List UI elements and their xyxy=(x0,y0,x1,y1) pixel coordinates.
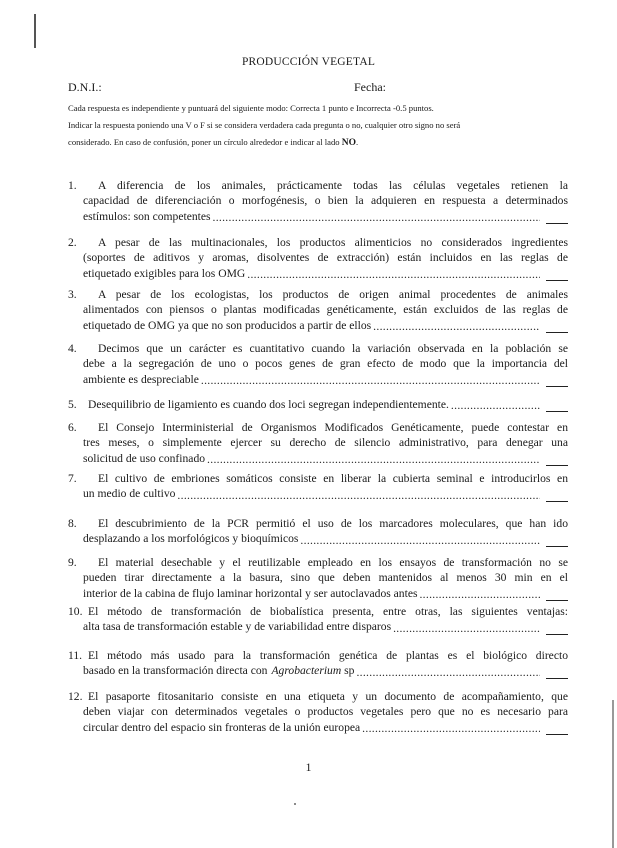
question-text: Decimos que un carácter es cuantitativo cuando la variación observada en la población se xyxy=(98,342,568,355)
answer-blank[interactable] xyxy=(546,536,568,547)
scan-speck xyxy=(294,803,296,805)
page-number: 1 xyxy=(305,760,312,774)
question-number: 12. xyxy=(68,690,83,703)
question-last-line xyxy=(68,619,568,634)
question-last-line xyxy=(68,663,568,678)
question-text: interior de la cabina de flujo laminar horizontal y ser autoclavados antes xyxy=(83,586,418,600)
question-text: desplazando a los morfológicos y bioquímicos xyxy=(83,532,299,546)
question-text: A diferencia de los animales, prácticamente todas las células vegetales retienen la xyxy=(98,179,568,192)
question-line xyxy=(68,689,568,704)
answer-blank[interactable] xyxy=(546,322,568,333)
question-1 xyxy=(68,178,568,224)
question-7 xyxy=(68,471,568,502)
question-last-line xyxy=(68,266,568,281)
question-number: 7. xyxy=(68,472,77,485)
question-number: 8. xyxy=(68,517,77,530)
no-keyword: NO xyxy=(341,138,356,148)
page-title: PRODUCCIÓN VEGETAL xyxy=(241,56,376,68)
question-line xyxy=(68,178,568,193)
answer-blank[interactable] xyxy=(546,401,568,412)
question-line xyxy=(68,516,568,531)
question-number: 3. xyxy=(68,288,77,301)
question-text: estímulos: son competentes xyxy=(83,209,211,223)
question-12 xyxy=(68,689,568,735)
question-text: sp xyxy=(341,664,355,678)
question-line xyxy=(68,250,568,265)
question-line xyxy=(68,435,568,450)
leader-dots xyxy=(419,587,540,601)
instructions xyxy=(68,100,558,152)
question-text: El descubrimiento de la PCR permitió el uso de los marcadores moleculares, que han ido xyxy=(98,517,568,530)
leader-dots xyxy=(393,621,540,635)
question-last-line xyxy=(68,209,568,224)
answer-blank[interactable] xyxy=(546,270,568,281)
question-text: El Consejo Interministerial de Organismos Modificados Genéticamente, puede contestar en xyxy=(98,421,568,434)
question-text: un medio de cultivo xyxy=(83,487,176,501)
answer-blank[interactable] xyxy=(546,590,568,601)
question-line xyxy=(68,302,568,317)
answer-blank[interactable] xyxy=(546,213,568,224)
question-text: A pesar de las multinacionales, los productos alimenticios no considerados ingredientes xyxy=(98,236,568,249)
question-2 xyxy=(68,235,568,281)
question-last-line xyxy=(68,372,568,387)
question-last-line xyxy=(68,531,568,546)
leader-dots xyxy=(247,267,540,281)
question-line xyxy=(68,471,568,486)
question-text: El material desechable y el reutilizable empleado en los ensayos de transformación no se xyxy=(98,556,568,569)
question-number: 5. xyxy=(68,398,77,411)
question-last-line xyxy=(68,451,568,466)
instructions-line-2: Indicar la respuesta poniendo una V o F si se considera verdadera cada pregunta o no, cualquier otro signo no será xyxy=(68,120,461,130)
question-last-line xyxy=(68,397,568,412)
question-line xyxy=(68,570,568,585)
question-text: tres meses, o simplemente ejercer su derecho de silencio administrativo, para denegar una xyxy=(83,436,568,450)
answer-blank[interactable] xyxy=(546,668,568,679)
question-line xyxy=(68,555,568,570)
question-text: basado en la transformación directa con xyxy=(83,664,268,678)
question-6 xyxy=(68,420,568,466)
question-number: 10. xyxy=(68,605,83,618)
leader-dots xyxy=(362,721,540,735)
question-3 xyxy=(68,287,568,333)
answer-blank[interactable] xyxy=(546,455,568,466)
question-line xyxy=(68,341,568,356)
answer-blank[interactable] xyxy=(546,376,568,387)
question-text: etiquetado de OMG ya que no son producidos a partir de ellos xyxy=(83,318,372,332)
question-text: El método más usado para la transformación genética de plantas es el biológico directo xyxy=(88,649,568,662)
leader-dots xyxy=(207,452,540,466)
fecha-label: Fecha: xyxy=(354,80,386,94)
question-line xyxy=(68,356,568,371)
leader-dots xyxy=(201,373,540,387)
question-line xyxy=(68,704,568,719)
instructions-line-3: considerado. En caso de confusión, poner un círculo alrededor e indicar al lado NO. xyxy=(68,137,359,148)
question-line xyxy=(68,420,568,435)
dni-label: D.N.I.: xyxy=(68,80,102,94)
question-text: El pasaporte fitosanitario consiste en una etiqueta y un documento de acompañamiento, que xyxy=(88,690,568,703)
question-number: 9. xyxy=(68,556,77,569)
question-text: alta tasa de transformación estable y de variabilidad entre disparos xyxy=(83,620,392,634)
question-text: solicitud de uso confinado xyxy=(83,451,206,465)
question-4 xyxy=(68,341,568,387)
question-text: debe a la segregación de uno o pocos genes de gran efecto de modo que la importancia del xyxy=(83,357,568,371)
leader-dots xyxy=(451,398,540,412)
question-line xyxy=(68,604,568,619)
answer-blank[interactable] xyxy=(546,624,568,635)
leader-dots xyxy=(356,665,540,679)
question-last-line xyxy=(68,486,568,501)
question-text: El método de transformación de biobalística presenta, entre otras, las siguientes ventajas: xyxy=(88,605,568,618)
question-number: 11. xyxy=(68,649,83,662)
question-last-line xyxy=(68,586,568,601)
question-text: pueden tirar directamente a la basura, sino que deben mantenidos al menos 30 min en el xyxy=(83,571,568,585)
question-last-line xyxy=(68,318,568,333)
question-text: Desequilibrio de ligamiento es cuando dos loci segregan independientemente. xyxy=(88,398,449,411)
leader-dots xyxy=(177,488,540,502)
question-5 xyxy=(68,397,568,412)
question-number: 4. xyxy=(68,342,77,355)
question-text: (soportes de aditivos y aromas, disolventes de extracción) están incluidos en las reglas de xyxy=(83,251,568,265)
leader-dots xyxy=(213,210,540,224)
question-last-line xyxy=(68,720,568,735)
instructions-line-1: Cada respuesta es independiente y puntuará del siguiente modo: Correcta 1 punto e Incorrecta -0.5 puntos. xyxy=(68,103,434,113)
question-line xyxy=(68,193,568,208)
answer-blank[interactable] xyxy=(546,491,568,502)
leader-dots xyxy=(300,533,540,547)
question-text: deben viajar con determinados vegetales o productos vegetales pero que no es necesario para xyxy=(83,705,568,719)
question-number: 6. xyxy=(68,421,77,434)
question-11 xyxy=(68,648,568,679)
question-line xyxy=(68,648,568,663)
question-number: 1. xyxy=(68,179,77,192)
question-italic-term: Agrobacterium xyxy=(271,664,342,678)
question-text: A pesar de los ecologistas, los productos de origen animal procedentes de animales xyxy=(98,288,568,301)
question-9 xyxy=(68,555,568,601)
question-number: 2. xyxy=(68,236,77,249)
scan-margin-mark xyxy=(34,14,36,48)
question-text: etiquetado exigibles para los OMG xyxy=(83,266,246,280)
question-line xyxy=(68,235,568,250)
question-10 xyxy=(68,604,568,635)
question-line xyxy=(68,287,568,302)
answer-blank[interactable] xyxy=(546,724,568,735)
question-text: El cultivo de embriones somáticos consiste en liberar la cubierta seminal e introducirlos en xyxy=(98,472,568,485)
question-8 xyxy=(68,516,568,547)
question-text: ambiente es despreciable xyxy=(83,372,199,386)
question-text: alimentados con piensos o plantas modificadas genéticamente, están excluidos de las reglas de xyxy=(83,303,568,317)
leader-dots xyxy=(373,319,540,333)
question-text: circular dentro del espacio sin fronteras de la unión europea xyxy=(83,720,361,734)
question-text: capacidad de diferenciación o morfogénesis, o bien la adquieren en respuesta a determinados xyxy=(83,194,568,208)
